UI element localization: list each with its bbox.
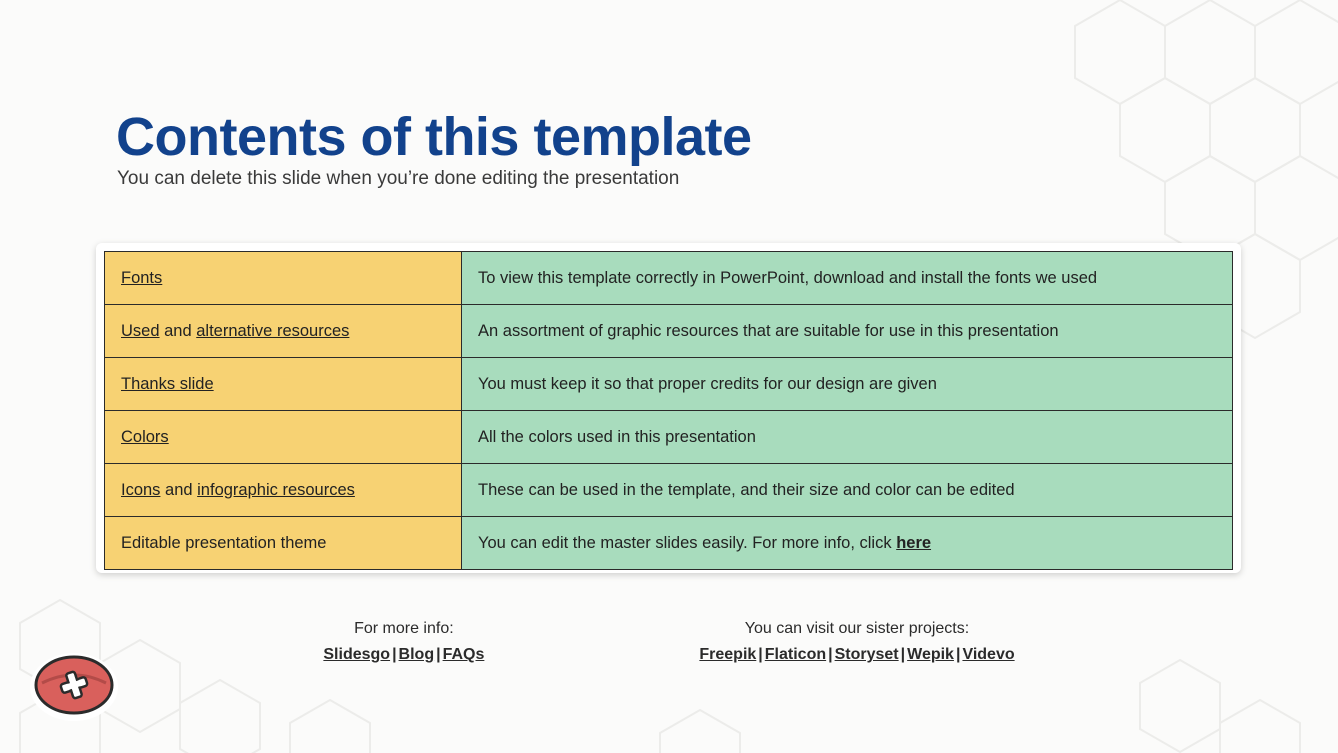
slide-footer xyxy=(0,617,1338,666)
contents-table-container xyxy=(96,243,1241,573)
footer-link-videvo[interactable]: Videvo xyxy=(962,646,1015,664)
table-row xyxy=(105,252,1233,305)
footer-separator: | xyxy=(436,646,441,664)
footer-sister-projects xyxy=(699,617,1014,666)
slide-subtitle: You can delete this slide when you’re done editing the presentation xyxy=(117,168,680,189)
table-cell-description xyxy=(462,358,1233,411)
footer-sister-projects-links xyxy=(699,643,1014,666)
table-text: Editable presentation theme xyxy=(121,533,327,552)
table-text: An assortment of graphic resources that are suitable for use in this presentation xyxy=(478,321,1059,340)
contents-table-body xyxy=(105,252,1233,570)
table-text: You can edit the master slides easily. For more info, click xyxy=(478,533,897,552)
footer-separator: | xyxy=(758,646,763,664)
table-cell-label xyxy=(105,517,462,570)
table-link[interactable]: Used xyxy=(121,321,160,340)
table-cell-label xyxy=(105,464,462,517)
table-link[interactable]: Icons xyxy=(121,480,161,499)
table-link[interactable]: Fonts xyxy=(121,268,163,287)
footer-link-slidesgo[interactable]: Slidesgo xyxy=(323,646,391,664)
table-link[interactable]: Thanks slide xyxy=(121,374,214,393)
table-cell-description xyxy=(462,464,1233,517)
table-link[interactable]: Colors xyxy=(121,427,169,446)
footer-sister-projects-label: You can visit our sister projects: xyxy=(744,620,970,637)
table-row xyxy=(105,517,1233,570)
table-text: To view this template correctly in PowerPoint, download and install the fonts we used xyxy=(478,268,1098,287)
table-row xyxy=(105,464,1233,517)
footer-link-storyset[interactable]: Storyset xyxy=(834,646,899,664)
footer-more-info-links xyxy=(323,643,484,666)
footer-link-wepik[interactable]: Wepik xyxy=(907,646,954,664)
footer-link-freepik[interactable]: Freepik xyxy=(699,646,757,664)
table-link[interactable]: alternative resources xyxy=(196,321,350,340)
table-link[interactable]: here xyxy=(896,533,932,552)
table-cell-description xyxy=(462,411,1233,464)
table-cell-label xyxy=(105,305,462,358)
footer-separator: | xyxy=(955,646,961,664)
table-link[interactable]: infographic resources xyxy=(197,480,355,499)
table-row xyxy=(105,305,1233,358)
footer-link-blog[interactable]: Blog xyxy=(398,646,435,664)
footer-more-info xyxy=(323,617,484,666)
contents-table xyxy=(104,251,1233,570)
footer-separator: | xyxy=(828,646,833,664)
table-cell-label xyxy=(105,252,462,305)
footer-separator: | xyxy=(900,646,906,664)
table-row xyxy=(105,411,1233,464)
footer-link-faqs[interactable]: FAQs xyxy=(442,646,485,664)
footer-link-flaticon[interactable]: Flaticon xyxy=(764,646,827,664)
table-text: You must keep it so that proper credits for our design are given xyxy=(478,374,937,393)
table-cell-label xyxy=(105,411,462,464)
table-row xyxy=(105,358,1233,411)
table-text: and xyxy=(159,321,197,340)
table-cell-label xyxy=(105,358,462,411)
table-text: All the colors used in this presentation xyxy=(478,427,756,446)
page-title: Contents of this template xyxy=(116,107,752,168)
table-cell-description xyxy=(462,305,1233,358)
slidesgo-badge-icon xyxy=(28,647,121,725)
footer-more-info-label: For more info: xyxy=(354,620,454,637)
table-text: and xyxy=(160,480,198,499)
table-text: These can be used in the template, and their size and color can be edited xyxy=(478,480,1015,499)
table-cell-description xyxy=(462,517,1233,570)
table-cell-description xyxy=(462,252,1233,305)
footer-separator: | xyxy=(392,646,397,664)
